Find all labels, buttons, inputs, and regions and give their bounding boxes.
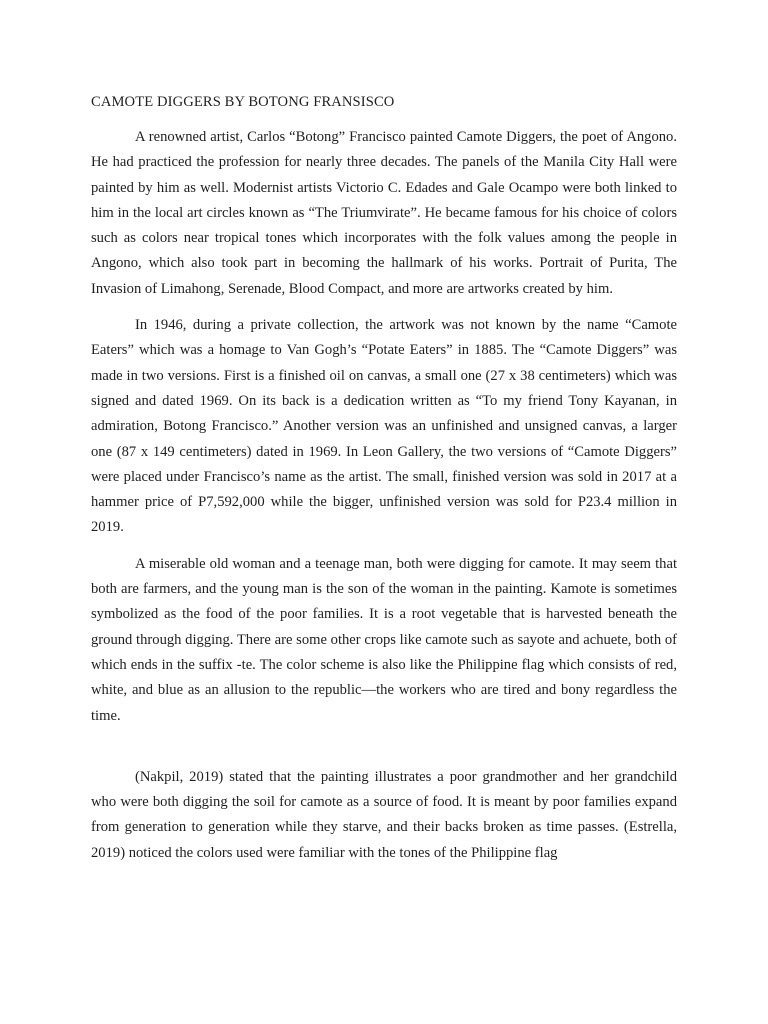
paragraph-artist-bio: A renowned artist, Carlos “Botong” Francisco painted Camote Diggers, the poet of Angono. He had practiced the profession for nearly three decades. The panels of the Manila City Hall were painted by him as well. Modernist artists Victorio C. Edades and Gale Ocampo were both linked to him in the local art circles known as “The Triumvirate”. He became famous for his choice of colors such as colors near tropical tones which incorporates with the folk values among the people in Angono, which also took part in becoming the hallmark of his works. Portrait of Purita, The Invasion of Limahong, Serenade, Blood Compact, and more are artworks created by him.: [91, 129, 677, 297]
paragraph-critical-views: (Nakpil, 2019) stated that the painting illustrates a poor grandmother and her grandchild who were both digging the soil for camote as a source of food. It is meant by poor families expand from generation to generation while they starve, and their backs broken as time passes. (Estrella, 2019) noticed the colors used were familiar with the tones of the Philippine flag: [91, 768, 677, 861]
document-title: CAMOTE DIGGERS BY BOTONG FRANSISCO: [91, 94, 395, 110]
paragraph-artwork-history: In 1946, during a private collection, the artwork was not known by the name “Camote Eaters” which was a homage to Van Gogh’s “Potate Eaters” in 1885. The “Camote Diggers” was made in two versions. First is a finished oil on canvas, a small one (27 x 38 centimeters) which was signed and dated 1969. On its back is a dedication written as “To my friend Tony Kayanan, in admiration, Botong Francisco.” Another version was an unfinished and unsigned canvas, a larger one (87 x 149 centimeters) dated in 1969. In Leon Gallery, the two versions of “Camote Diggers” were placed under Francisco’s name as the artist. The small, finished version was sold in 2017 at a hammer price of P7,592,000 while the bigger, unfinished version was sold for P23.4 million in 2019.: [91, 317, 677, 536]
paragraph-artwork-description: A miserable old woman and a teenage man, both were digging for camote. It may seem that both are farmers, and the young man is the son of the woman in the painting. Kamote is sometimes symbolized as the food of the poor families. It is a root vegetable that is harvested beneath the ground through digging. There are some other crops like camote such as sayote and achuete, both of which ends in the suffix -te. The color scheme is also like the Philippine flag which consists of red, white, and blue as an allusion to the republic—the workers who are tired and bony regardless the time.: [91, 555, 677, 724]
document-body: [91, 92, 677, 877]
